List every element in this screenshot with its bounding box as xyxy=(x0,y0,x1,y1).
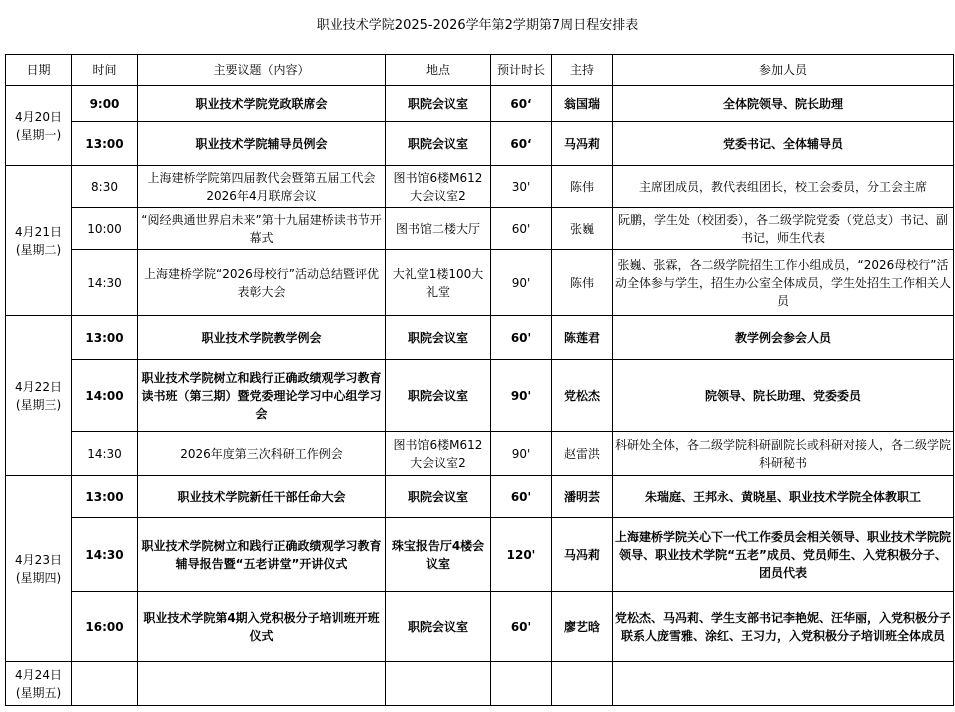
weekday-text: (星期三) xyxy=(15,397,62,412)
place-cell: 图书馆6楼M612大会议室2 xyxy=(386,432,491,476)
header-place: 地点 xyxy=(386,55,491,86)
duration-cell: 60' xyxy=(491,476,552,518)
place-cell: 职院会议室 xyxy=(386,316,491,360)
date-text: 4月20日 xyxy=(15,109,62,124)
date-cell xyxy=(6,662,72,706)
time-cell: 13:00 xyxy=(72,476,138,518)
header-time: 时间 xyxy=(72,55,138,86)
topic-cell: 职业技术学院第4期入党积极分子培训班开班仪式 xyxy=(138,592,386,662)
host-cell: 马冯莉 xyxy=(552,518,613,592)
place-cell: 图书馆6楼M612大会议室2 xyxy=(386,166,491,208)
place-cell: 图书馆二楼大厅 xyxy=(386,208,491,250)
people-cell: 阮鹏，学生处（校团委），各二级学院党委（党总支）书记、副书记，师生代表 xyxy=(613,208,954,250)
table-row xyxy=(6,662,954,706)
host-cell: 陈伟 xyxy=(552,166,613,208)
header-host: 主持 xyxy=(552,55,613,86)
table-row xyxy=(6,432,954,476)
table-row xyxy=(6,208,954,250)
header-people: 参加人员 xyxy=(613,55,954,86)
duration-cell: 90' xyxy=(491,250,552,316)
topic-cell: “阅经典通世界启未来”第十九届建桥读书节开幕式 xyxy=(138,208,386,250)
place-cell: 职院会议室 xyxy=(386,86,491,122)
topic-cell: 2026年度第三次科研工作例会 xyxy=(138,432,386,476)
table-row xyxy=(6,166,954,208)
people-cell: 党委书记、全体辅导员 xyxy=(613,122,954,166)
header-topic: 主要议题（内容） xyxy=(138,55,386,86)
table-row xyxy=(6,316,954,360)
host-cell xyxy=(552,662,613,706)
time-cell xyxy=(72,662,138,706)
date-text: 4月23日 xyxy=(15,552,62,567)
date-cell xyxy=(6,86,72,166)
duration-cell: 60‘ xyxy=(491,86,552,122)
table-row xyxy=(6,86,954,122)
duration-cell: 60' xyxy=(491,208,552,250)
people-cell: 上海建桥学院关心下一代工作委员会相关领导、职业技术学院院领导、职业技术学院“五老”成员、党员师生、入党积极分子、团员代表 xyxy=(613,518,954,592)
host-cell: 翁国瑞 xyxy=(552,86,613,122)
time-cell: 13:00 xyxy=(72,122,138,166)
table-row xyxy=(6,360,954,432)
people-cell: 院领导、院长助理、党委委员 xyxy=(613,360,954,432)
header-date: 日期 xyxy=(6,55,72,86)
duration-cell: 90' xyxy=(491,432,552,476)
host-cell: 潘明芸 xyxy=(552,476,613,518)
header-row xyxy=(6,55,954,86)
host-cell: 陈伟 xyxy=(552,250,613,316)
duration-cell: 60‘ xyxy=(491,122,552,166)
date-text: 4月22日 xyxy=(15,379,62,394)
duration-cell: 90' xyxy=(491,360,552,432)
place-cell: 职院会议室 xyxy=(386,360,491,432)
topic-cell: 职业技术学院党政联席会 xyxy=(138,86,386,122)
weekday-text: (星期五) xyxy=(15,685,62,700)
date-text: 4月24日 xyxy=(15,667,62,682)
duration-cell: 120' xyxy=(491,518,552,592)
time-cell: 16:00 xyxy=(72,592,138,662)
table-row xyxy=(6,122,954,166)
schedule-table xyxy=(5,54,954,706)
date-cell xyxy=(6,476,72,662)
duration-cell: 60' xyxy=(491,316,552,360)
weekday-text: (星期一) xyxy=(15,127,62,142)
table-row xyxy=(6,476,954,518)
topic-cell: 职业技术学院教学例会 xyxy=(138,316,386,360)
place-cell: 职院会议室 xyxy=(386,122,491,166)
page-title: 职业技术学院2025-2026学年第2学期第7周日程安排表 xyxy=(316,18,639,33)
people-cell: 张巍、张霖，各二级学院招生工作小组成员，“2026母校行”活动全体参与学生，招生办公室全体成员，学生处招生工作相关人员 xyxy=(613,250,954,316)
time-cell: 14:00 xyxy=(72,360,138,432)
table-row xyxy=(6,250,954,316)
duration-cell: 30' xyxy=(491,166,552,208)
place-cell: 职院会议室 xyxy=(386,592,491,662)
place-cell: 职院会议室 xyxy=(386,476,491,518)
date-text: 4月21日 xyxy=(15,224,62,239)
time-cell: 10:00 xyxy=(72,208,138,250)
topic-cell: 职业技术学院树立和践行正确政绩观学习教育读书班（第三期）暨党委理论学习中心组学习会 xyxy=(138,360,386,432)
date-cell xyxy=(6,316,72,476)
topic-cell: 上海建桥学院第四届教代会暨第五届工代会2026年4月联席会议 xyxy=(138,166,386,208)
table-row xyxy=(6,518,954,592)
time-cell: 14:30 xyxy=(72,518,138,592)
time-cell: 14:30 xyxy=(72,432,138,476)
duration-cell xyxy=(491,662,552,706)
topic-cell: 职业技术学院辅导员例会 xyxy=(138,122,386,166)
place-cell: 珠宝报告厅4楼会议室 xyxy=(386,518,491,592)
host-cell: 张巍 xyxy=(552,208,613,250)
weekday-text: (星期二) xyxy=(15,242,62,257)
time-cell: 9:00 xyxy=(72,86,138,122)
time-cell: 13:00 xyxy=(72,316,138,360)
time-cell: 14:30 xyxy=(72,250,138,316)
time-cell: 8:30 xyxy=(72,166,138,208)
weekday-text: (星期四) xyxy=(15,570,62,585)
people-cell: 全体院领导、院长助理 xyxy=(613,86,954,122)
table-row xyxy=(6,592,954,662)
people-cell: 科研处全体，各二级学院科研副院长或科研对接人，各二级学院科研秘书 xyxy=(613,432,954,476)
people-cell xyxy=(613,662,954,706)
place-cell: 大礼堂1楼100大礼堂 xyxy=(386,250,491,316)
host-cell: 党松杰 xyxy=(552,360,613,432)
date-cell xyxy=(6,166,72,316)
people-cell: 主席团成员，教代表组团长，校工会委员，分工会主席 xyxy=(613,166,954,208)
topic-cell: 职业技术学院新任干部任命大会 xyxy=(138,476,386,518)
topic-cell: 职业技术学院树立和践行正确政绩观学习教育辅导报告暨“五老讲堂”开讲仪式 xyxy=(138,518,386,592)
people-cell: 教学例会参会人员 xyxy=(613,316,954,360)
host-cell: 马冯莉 xyxy=(552,122,613,166)
duration-cell: 60' xyxy=(491,592,552,662)
place-cell xyxy=(386,662,491,706)
topic-cell xyxy=(138,662,386,706)
people-cell: 朱瑞庭、王邦永、黄晓星、职业技术学院全体教职工 xyxy=(613,476,954,518)
topic-cell: 上海建桥学院“2026母校行”活动总结暨评优表彰大会 xyxy=(138,250,386,316)
people-cell: 党松杰、马冯莉、学生支部书记李艳妮、汪华丽，入党积极分子联系人庞雪雅、涂红、王习力，入党积极分子培训班全体成员 xyxy=(613,592,954,662)
host-cell: 陈莲君 xyxy=(552,316,613,360)
host-cell: 廖艺晗 xyxy=(552,592,613,662)
header-duration: 预计时长 xyxy=(491,55,552,86)
host-cell: 赵雷洪 xyxy=(552,432,613,476)
